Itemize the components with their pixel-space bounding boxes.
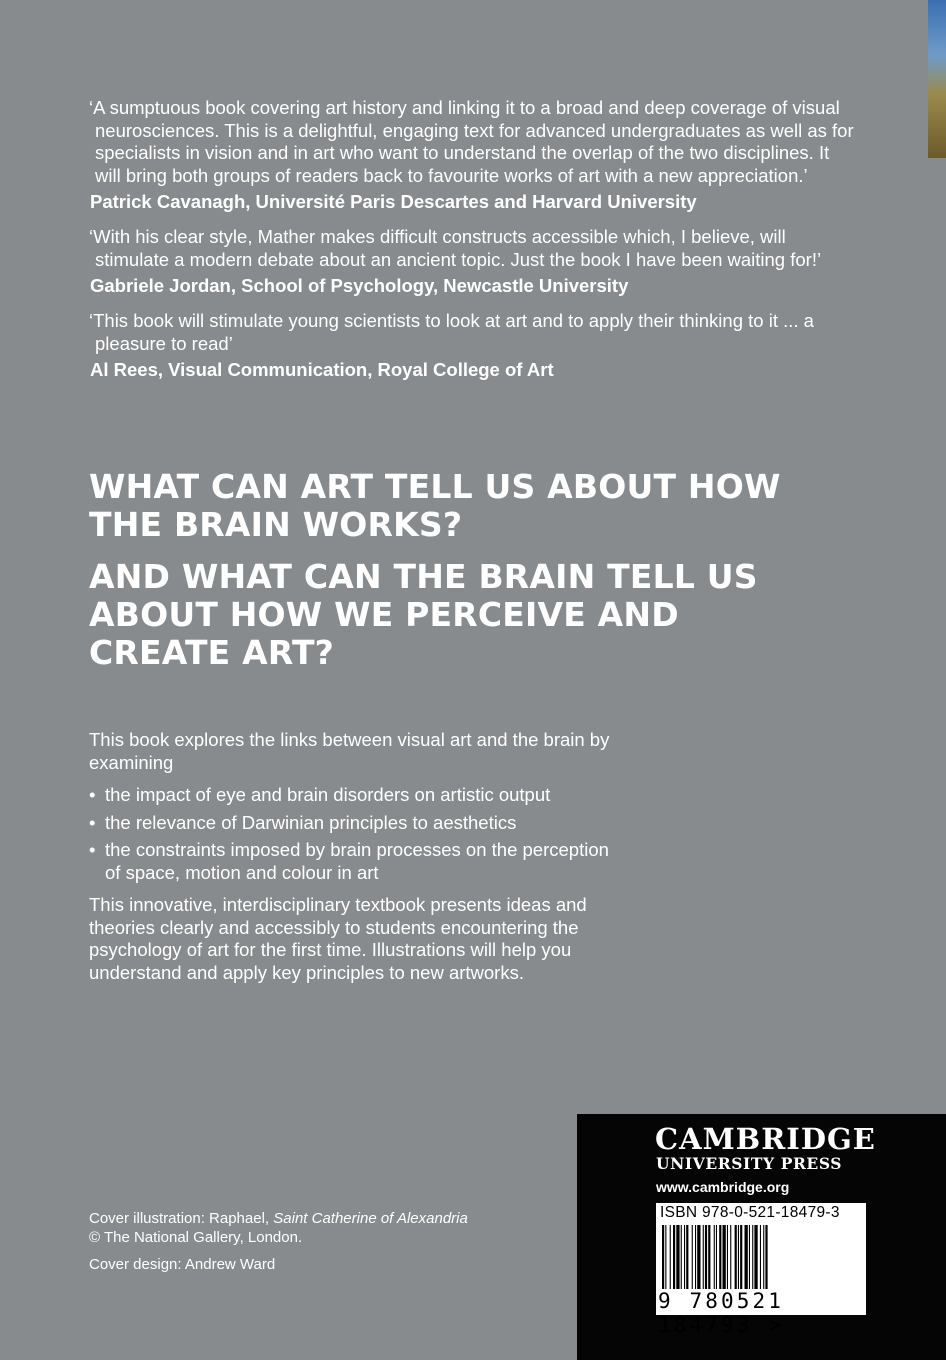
publisher-subtitle: UNIVERSITY PRESS [656,1154,843,1173]
feature-list [89,784,629,884]
barcode-bar [719,1225,721,1289]
barcode-bar [749,1225,750,1289]
barcode [656,1203,866,1337]
quote-author: Al Rees, Visual Communication, Royal College of Art [90,359,554,380]
quote-text: ‘This book will stimulate young scientists to look at art and to apply their thinking to it ... a pleasure to read’ [89,310,814,354]
cover-credits [89,1209,559,1274]
headline-line-1: WHAT CAN ART TELL US ABOUT HOW THE BRAIN WORKS? [89,467,781,544]
barcode-bar [705,1225,707,1289]
quote-author: Gabriele Jordan, School of Psychology, Newcastle University [90,275,629,296]
barcode-bar [662,1225,664,1289]
barcode-bar [763,1225,764,1289]
barcode-bar [695,1225,696,1289]
quote-block [89,226,859,297]
illustration-title: Saint Catherine of Alexandria [273,1210,468,1227]
barcode-bar [670,1225,671,1289]
illustration-prefix: Cover illustration: Raphael, [89,1210,274,1227]
design-credit: Cover design: Andrew Ward [89,1256,276,1273]
barcode-bar [727,1225,728,1289]
barcode-bar [738,1225,739,1289]
review-quotes [89,97,859,394]
barcode-bar [716,1225,717,1289]
barcode-bar [686,1225,688,1289]
headline [89,468,809,686]
barcode-bars [662,1225,858,1289]
barcode-bar [665,1225,666,1289]
barcode-bar [673,1225,675,1289]
barcode-bar [714,1225,715,1289]
quote-author: Patrick Cavanagh, Université Paris Descartes and Harvard University [90,191,697,212]
barcode-bar [723,1225,726,1289]
quote-text: ‘With his clear style, Mather makes difficult constructs accessible which, I believe, will stimulate a modern debate about an ancient topic. Just the book I have been waiting for!’ [89,226,822,270]
list-item: • the impact of eye and brain disorders on artistic output [89,784,629,807]
quote-text: ‘A sumptuous book covering art history and linking it to a broad and deep coverage of visual neurosciences. This is a delightful, engaging text for advanced undergraduates as well as for specialists in vision and in art who want to understand the overlap of the two disciplines. It will bring both groups of readers back to favourite works of art with a new appreciation.’ [89,97,854,186]
description-intro: This book explores the links between visual art and the brain by examining [89,729,610,773]
quote-block [89,310,859,381]
list-item: • the relevance of Darwinian principles to aesthetics [89,812,629,835]
barcode-bar [745,1225,748,1289]
barcode-bar [703,1225,704,1289]
barcode-bar [730,1225,731,1289]
publisher-url: www.cambridge.org [656,1179,790,1195]
description [89,729,629,984]
description-closing: This innovative, interdisciplinary textbook presents ideas and theories clearly and accessibly to students encountering the psychology of art for the first time. Illustrations will help you understand and apply key principles to new artworks. [89,894,587,983]
quote-block [89,97,859,213]
isbn-label: ISBN 978-0-521-18479-3 [660,1204,840,1221]
list-item: • the constraints imposed by brain processes on the perception of space, motion and colour in art [89,839,629,884]
barcode-bar [754,1225,757,1289]
cover-art-edge [928,0,946,158]
headline-line-2: AND WHAT CAN THE BRAIN TELL US ABOUT HOW WE PERCEIVE AND CREATE ART? [89,557,758,672]
barcode-bar [760,1225,761,1289]
illustration-credit [89,1209,559,1228]
barcode-digits: 9 780521 184793 > [658,1289,784,1337]
publisher-panel [577,1114,946,1360]
barcode-bar [692,1225,693,1289]
barcode-bar [681,1225,682,1289]
barcode-bar [735,1225,737,1289]
barcode-bar [740,1225,742,1289]
barcode-bar [697,1225,700,1289]
barcode-bar [708,1225,710,1289]
barcode-bar [684,1225,685,1289]
barcode-bar [765,1225,767,1289]
barcode-bar [752,1225,753,1289]
publisher-name: CAMBRIDGE [655,1122,876,1156]
copyright-notice: © The National Gallery, London. [89,1229,303,1246]
barcode-bar [676,1225,679,1289]
